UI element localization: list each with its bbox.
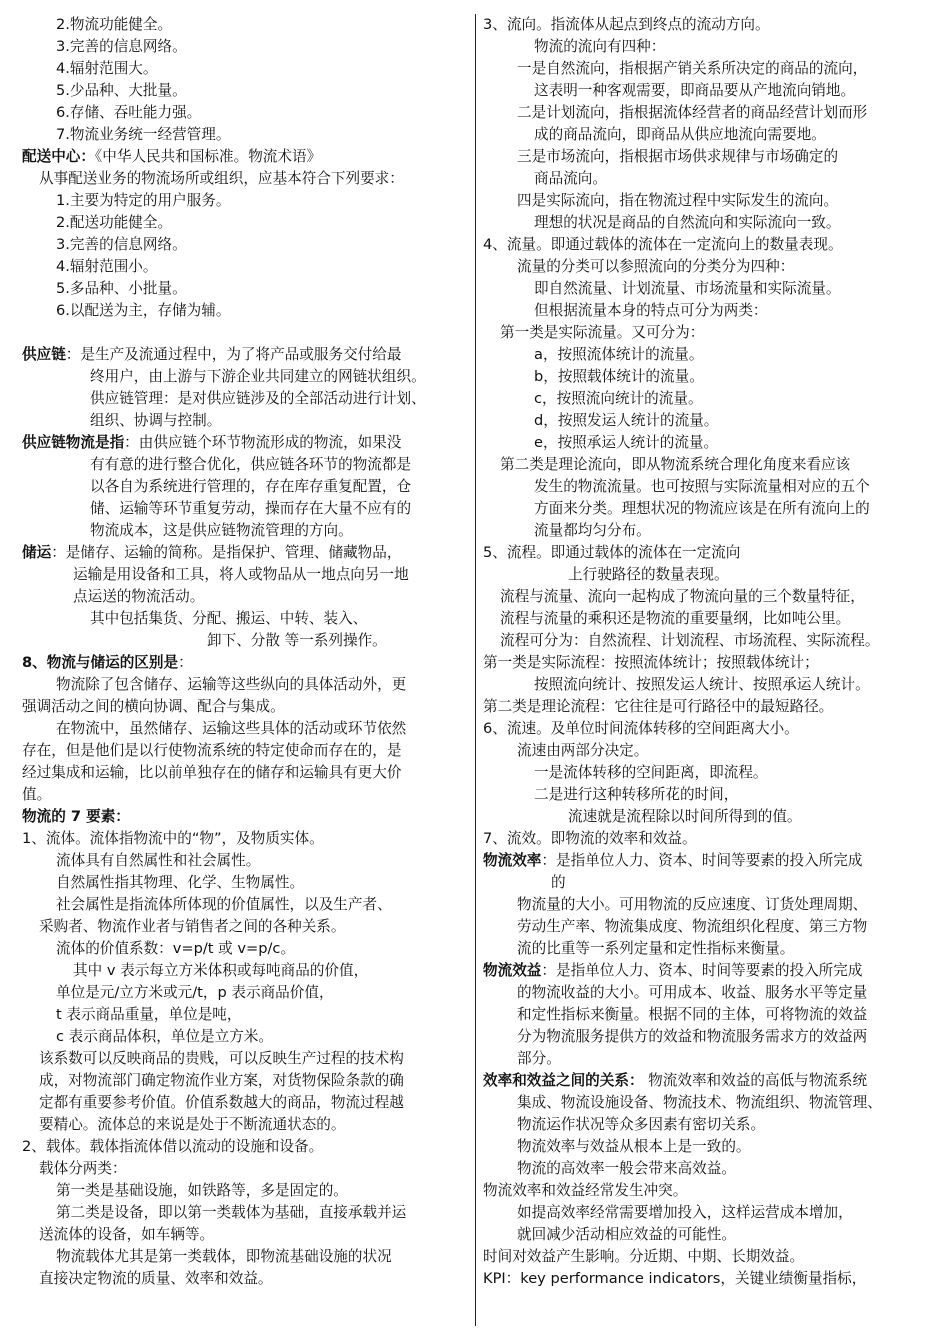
text-line bbox=[483, 146, 935, 168]
text-line bbox=[22, 36, 470, 58]
text-line bbox=[22, 1180, 470, 1202]
line-text: e，按照承运人统计的流量。 bbox=[534, 434, 719, 451]
text-line bbox=[22, 1158, 470, 1180]
line-text: d，按照发运人统计的流量。 bbox=[534, 412, 719, 429]
text-line bbox=[483, 674, 935, 696]
line-text: a，按照流体统计的流量。 bbox=[534, 346, 704, 363]
line-text: 就回减少活动相应效益的可能性。 bbox=[517, 1226, 736, 1243]
line-text: 的物流收益的大小。可用成本、收益、服务水平等定量 bbox=[517, 984, 868, 1001]
text-line bbox=[22, 190, 470, 212]
text-line bbox=[483, 696, 935, 718]
line-text: 4.辐射范围大。 bbox=[56, 60, 158, 77]
text-line bbox=[22, 58, 470, 80]
text-line bbox=[483, 432, 935, 454]
line-text: 2、载体。载体指流体借以流动的设施和设备。 bbox=[22, 1138, 324, 1155]
text-line bbox=[22, 256, 470, 278]
text-line bbox=[22, 1026, 470, 1048]
line-text: 物流载体尤其是第一类载体，即物流基础设施的状况 bbox=[56, 1248, 392, 1265]
line-text: 四是实际流向，指在物流过程中实际发生的流向。 bbox=[517, 192, 839, 209]
line-text: 3.完善的信息网络。 bbox=[56, 38, 187, 55]
text-line bbox=[22, 872, 470, 894]
line-text: 2.配送功能健全。 bbox=[56, 214, 173, 231]
line-text: 物流运作状况等众多因素有密切关系。 bbox=[517, 1116, 766, 1133]
line-text: 按照流向统计、按照发运人统计、按照承运人统计。 bbox=[534, 676, 870, 693]
text-line bbox=[483, 586, 935, 608]
term-heading: 配送中心： bbox=[22, 148, 95, 165]
line-text: 一是自然流向，指根据产销关系所决定的商品的流向， bbox=[517, 60, 868, 77]
text-line bbox=[22, 14, 470, 36]
line-text: 要精心。流体总的来说是处于不断流通状态的。 bbox=[39, 1116, 346, 1133]
line-text: 第一类是基础设施，如铁路等，多是固定的。 bbox=[56, 1182, 348, 1199]
line-text: 物流除了包含储存、运输等这些纵向的具体活动外，更 bbox=[56, 676, 407, 693]
line-text: 成，对物流部门确定物流作业方案，对货物保险条款的确 bbox=[39, 1072, 404, 1089]
line-text: 流速由两部分决定。 bbox=[517, 742, 649, 759]
text-line bbox=[483, 102, 935, 124]
text-line bbox=[22, 1268, 470, 1290]
line-text: 6.存储、吞吐能力强。 bbox=[56, 104, 202, 121]
text-line bbox=[22, 278, 470, 300]
term-definition: 物流效率和效益的高低与物流系统 bbox=[643, 1072, 868, 1089]
line-text: 如提高效率经常需要增加投入，这样运营成本增加， bbox=[517, 1204, 853, 1221]
line-text: 部分。 bbox=[517, 1050, 561, 1067]
text-line bbox=[483, 190, 935, 212]
text-line bbox=[483, 168, 935, 190]
term-heading: 物流的 7 要素： bbox=[22, 808, 130, 825]
line-text: 流程与流量、流向一起构成了物流向量的三个数量特征， bbox=[500, 588, 865, 605]
line-text: 卸下、分散 等一系列操作。 bbox=[207, 632, 387, 649]
line-text: 1、流体。流体指物流中的“物”，及物质实体。 bbox=[22, 830, 324, 847]
term-definition: ： bbox=[178, 654, 193, 671]
text-line bbox=[483, 1114, 935, 1136]
text-line bbox=[22, 1092, 470, 1114]
text-line bbox=[483, 894, 935, 916]
text-line bbox=[22, 1004, 470, 1026]
line-text: 从事配送业务的物流场所或组织，应基本符合下列要求： bbox=[39, 170, 404, 187]
line-text: 值。 bbox=[22, 786, 52, 803]
line-text: 第一类是实际流程：按照流体统计；按照载体统计； bbox=[483, 654, 819, 671]
text-line bbox=[483, 564, 935, 586]
text-line bbox=[483, 960, 935, 982]
line-text: 第二类是理论流程：它往往是可行路径中的最短路径。 bbox=[483, 698, 834, 715]
line-text: 流体的价值系数：v=p/t 或 v=p/c。 bbox=[56, 940, 296, 957]
text-line bbox=[22, 916, 470, 938]
text-line bbox=[483, 982, 935, 1004]
text-line bbox=[22, 696, 470, 718]
line-text: 即自然流量、计划流量、市场流量和实际流量。 bbox=[534, 280, 841, 297]
term-heading: 8、物流与储运的区别是 bbox=[22, 654, 179, 671]
line-text: 流体具有自然属性和社会属性。 bbox=[56, 852, 261, 869]
text-line bbox=[483, 80, 935, 102]
line-text: 点运送的物流活动。 bbox=[73, 588, 205, 605]
line-text: 流量的分类可以参照流向的分类分为四种： bbox=[517, 258, 795, 275]
line-text: 物流的高效率一般会带来高效益。 bbox=[517, 1160, 736, 1177]
text-line bbox=[483, 212, 935, 234]
text-line bbox=[483, 1180, 935, 1202]
text-line bbox=[22, 960, 470, 982]
line-text: 采购者、物流作业者与销售者之间的各种关系。 bbox=[39, 918, 346, 935]
line-text: 有有意的进行整合优化，供应链各环节的物流都是 bbox=[90, 456, 412, 473]
text-line bbox=[22, 762, 470, 784]
text-line bbox=[483, 1224, 935, 1246]
term-heading: 储运 bbox=[22, 544, 52, 561]
text-line bbox=[483, 938, 935, 960]
line-text: 商品流向。 bbox=[534, 170, 607, 187]
text-line bbox=[483, 234, 935, 256]
line-text: 二是计划流向，指根据流体经营者的商品经营计划而形 bbox=[517, 104, 868, 121]
term-definition: ：是指单位人力、资本、时间等要素的投入所完成 bbox=[541, 962, 863, 979]
line-text: 3.完善的信息网络。 bbox=[56, 236, 187, 253]
text-line bbox=[22, 652, 470, 674]
line-text: 发生的物流流量。也可按照与实际流量相对应的五个 bbox=[534, 478, 870, 495]
line-text: 流速就是流程除以时间所得到的值。 bbox=[568, 808, 802, 825]
text-line bbox=[22, 322, 470, 344]
line-text: 7、流效。即物流的效率和效益。 bbox=[483, 830, 697, 847]
line-text: 4.辐射范围小。 bbox=[56, 258, 158, 275]
text-line bbox=[483, 366, 935, 388]
line-text: 1.主要为特定的用户服务。 bbox=[56, 192, 231, 209]
line-text: 物流效率与效益从根本上是一致的。 bbox=[517, 1138, 751, 1155]
text-line bbox=[22, 388, 470, 410]
text-line bbox=[483, 1246, 935, 1268]
term-definition: ：是储存、运输的简称。是指保护、管理、储藏物品， bbox=[51, 544, 402, 561]
left-column bbox=[22, 14, 470, 1290]
text-line bbox=[483, 850, 935, 872]
text-line bbox=[483, 322, 935, 344]
text-line bbox=[22, 806, 470, 828]
line-text: 物流量的大小。可用物流的反应速度、订货处理周期、 bbox=[517, 896, 868, 913]
text-line bbox=[483, 1136, 935, 1158]
text-line bbox=[22, 982, 470, 1004]
line-text: 的 bbox=[551, 874, 566, 891]
line-text: 直接决定物流的质量、效率和效益。 bbox=[39, 1270, 273, 1287]
text-line bbox=[22, 784, 470, 806]
term-heading: 物流效率 bbox=[483, 852, 542, 869]
text-line bbox=[22, 520, 470, 542]
term-definition: ：是指单位人力、资本、时间等要素的投入所完成 bbox=[541, 852, 863, 869]
line-text: 定都有重要参考价值。价值系数越大的商品，物流过程越 bbox=[39, 1094, 404, 1111]
text-line bbox=[483, 1026, 935, 1048]
term-definition: 《中华人民共和国标准。物流术语》 bbox=[94, 148, 322, 165]
line-text: 载体分两类： bbox=[39, 1160, 127, 1177]
text-line bbox=[483, 828, 935, 850]
line-text: KPI：key performance indicators，关键业绩衡量指标， bbox=[483, 1270, 867, 1287]
text-line bbox=[483, 124, 935, 146]
line-text: 但根据流量本身的特点可分为两类： bbox=[534, 302, 768, 319]
line-text: 流程与流量的乘积还是物流的重要量纲，比如吨公里。 bbox=[500, 610, 851, 627]
line-text: 送流体的设备，如车辆等。 bbox=[39, 1226, 215, 1243]
line-text: 流量都均匀分布。 bbox=[534, 522, 651, 539]
text-line bbox=[22, 432, 470, 454]
line-text: 以各自为系统进行管理的，存在库存重复配置，仓 bbox=[90, 478, 412, 495]
line-text: 第一类是实际流量。又可分为： bbox=[500, 324, 705, 341]
line-text: 经过集成和运输，比以前单独存在的储存和运输具有更大价 bbox=[22, 764, 402, 781]
text-line bbox=[483, 410, 935, 432]
line-text: 该系数可以反映商品的贵贱，可以反映生产过程的技术构 bbox=[39, 1050, 404, 1067]
text-line bbox=[483, 300, 935, 322]
term-heading: 物流效益 bbox=[483, 962, 542, 979]
line-text: 运输是用设备和工具，将人或物品从一地点向另一地 bbox=[73, 566, 409, 583]
line-text: 终用户，由上游与下游企业共同建立的网链状组织。 bbox=[90, 368, 426, 385]
text-line bbox=[22, 454, 470, 476]
line-text: 组织、协调与控制。 bbox=[90, 412, 222, 429]
text-line bbox=[483, 1202, 935, 1224]
text-line bbox=[22, 366, 470, 388]
text-line bbox=[22, 674, 470, 696]
text-line bbox=[22, 938, 470, 960]
text-line bbox=[483, 542, 935, 564]
text-line bbox=[483, 454, 935, 476]
line-text: 5.少品种、大批量。 bbox=[56, 82, 187, 99]
line-text: 其中 v 表示每立方米体积或每吨商品的价值， bbox=[73, 962, 369, 979]
text-line bbox=[483, 1158, 935, 1180]
text-line bbox=[483, 278, 935, 300]
line-text: 5、流程。即通过载体的流体在一定流向 bbox=[483, 544, 741, 561]
text-line bbox=[22, 542, 470, 564]
text-line bbox=[22, 850, 470, 872]
term-definition: ：由供应链个环节物流形成的物流，如果没 bbox=[124, 434, 402, 451]
text-line bbox=[22, 344, 470, 366]
line-text: 5.多品种、小批量。 bbox=[56, 280, 187, 297]
line-text: 三是市场流向，指根据市场供求规律与市场确定的 bbox=[517, 148, 839, 165]
line-text: 第二类是设备，即以第一类载体为基础，直接承载并运 bbox=[56, 1204, 407, 1221]
line-text: 强调活动之间的横向协调、配合与集成。 bbox=[22, 698, 285, 715]
text-line bbox=[22, 894, 470, 916]
line-text: 二是进行这种转移所花的时间， bbox=[534, 786, 739, 803]
text-line bbox=[22, 564, 470, 586]
text-line bbox=[22, 102, 470, 124]
text-line bbox=[483, 718, 935, 740]
text-line bbox=[22, 828, 470, 850]
text-line bbox=[483, 872, 935, 894]
line-text: 物流效率和效益经常发生冲突。 bbox=[483, 1182, 688, 1199]
text-line bbox=[483, 1004, 935, 1026]
text-line bbox=[22, 212, 470, 234]
line-text: 和定性指标来衡量。根据不同的主体，可将物流的效益 bbox=[517, 1006, 868, 1023]
term-definition: ：是生产及流通过程中，为了将产品或服务交付给最 bbox=[65, 346, 402, 363]
line-text: 流程可分为：自然流程、计划流程、市场流程、实际流程。 bbox=[500, 632, 880, 649]
line-text: 方面来分类。理想状况的物流应该是在所有流向上的 bbox=[534, 500, 870, 517]
column-divider bbox=[475, 14, 476, 1326]
text-line bbox=[483, 1268, 935, 1290]
line-text: 自然属性指其物理、化学、生物属性。 bbox=[56, 874, 305, 891]
text-line bbox=[22, 80, 470, 102]
line-text: 集成、物流设施设备、物流技术、物流组织、物流管理、 bbox=[517, 1094, 882, 1111]
text-line bbox=[483, 1092, 935, 1114]
text-line bbox=[483, 476, 935, 498]
line-text: 劳动生产率、物流集成度、物流组织化程度、第三方物 bbox=[517, 918, 868, 935]
line-text: 在物流中，虽然储存、运输这些具体的活动或环节依然 bbox=[56, 720, 407, 737]
line-text: 物流成本，这是供应链物流管理的方向。 bbox=[90, 522, 353, 539]
text-line bbox=[22, 1224, 470, 1246]
text-line bbox=[22, 740, 470, 762]
line-text: b，按照载体统计的流量。 bbox=[534, 368, 704, 385]
line-text: c，按照流向统计的流量。 bbox=[534, 390, 703, 407]
line-text: 储、运输等环节重复劳动，操而存在大量不应有的 bbox=[90, 500, 412, 517]
text-line bbox=[22, 1048, 470, 1070]
text-line bbox=[483, 498, 935, 520]
text-line bbox=[483, 740, 935, 762]
text-line bbox=[483, 58, 935, 80]
term-heading: 供应链物流是指 bbox=[22, 434, 125, 451]
text-line bbox=[483, 256, 935, 278]
text-line bbox=[22, 300, 470, 322]
line-text: 这表明一种客观需要，即商品要从产地流向销地。 bbox=[534, 82, 856, 99]
text-line bbox=[22, 410, 470, 432]
line-text: 分为物流服务提供方的效益和物流服务需求方的效益两 bbox=[517, 1028, 868, 1045]
line-text: 7.物流业务统一经营管理。 bbox=[56, 126, 231, 143]
line-text: 2.物流功能健全。 bbox=[56, 16, 173, 33]
text-line bbox=[22, 234, 470, 256]
text-line bbox=[483, 1048, 935, 1070]
line-text: 3、流向。指流体从起点到终点的流动方向。 bbox=[483, 16, 770, 33]
text-line bbox=[483, 916, 935, 938]
text-line bbox=[22, 1246, 470, 1268]
text-line bbox=[22, 146, 470, 168]
text-line bbox=[483, 630, 935, 652]
text-line bbox=[483, 806, 935, 828]
text-line bbox=[483, 388, 935, 410]
line-text: 理想的状况是商品的自然流向和实际流向一致。 bbox=[534, 214, 841, 231]
text-line bbox=[22, 586, 470, 608]
text-line bbox=[22, 1070, 470, 1092]
text-line bbox=[483, 762, 935, 784]
text-line bbox=[22, 1202, 470, 1224]
line-text: t 表示商品重量，单位是吨， bbox=[56, 1006, 242, 1023]
line-text: 流的比重等一系列定量和定性指标来衡量。 bbox=[517, 940, 795, 957]
text-line bbox=[22, 168, 470, 190]
line-text: 供应链管理：是对供应链涉及的全部活动进行计划、 bbox=[90, 390, 426, 407]
line-text: 单位是元/立方米或元/t，p 表示商品价值， bbox=[56, 984, 334, 1001]
text-line bbox=[483, 652, 935, 674]
text-line bbox=[483, 14, 935, 36]
text-line bbox=[22, 1114, 470, 1136]
line-text: 一是流体转移的空间距离，即流程。 bbox=[534, 764, 768, 781]
line-text: 成的商品流向，即商品从供应地流向需要地。 bbox=[534, 126, 826, 143]
line-text: c 表示商品体积，单位是立方米。 bbox=[56, 1028, 273, 1045]
line-text: 存在，但是他们是以行使物流系统的特定使命而存在的，是 bbox=[22, 742, 402, 759]
line-text: 上行驶路径的数量表现。 bbox=[568, 566, 729, 583]
text-line bbox=[483, 784, 935, 806]
term-heading: 效率和效益之间的关系： bbox=[483, 1072, 644, 1089]
line-text: 第二类是理论流向，即从物流系统合理化角度来看应该 bbox=[500, 456, 851, 473]
text-line bbox=[22, 124, 470, 146]
line-text: 6.以配送为主，存储为辅。 bbox=[56, 302, 231, 319]
line-text: 时间对效益产生影响。分近期、中期、长期效益。 bbox=[483, 1248, 805, 1265]
right-column bbox=[483, 14, 935, 1290]
text-line bbox=[22, 630, 470, 652]
text-line bbox=[483, 1070, 935, 1092]
text-line bbox=[22, 476, 470, 498]
text-line bbox=[483, 608, 935, 630]
text-line bbox=[22, 608, 470, 630]
text-line bbox=[22, 718, 470, 740]
line-text: 物流的流向有四种： bbox=[534, 38, 666, 55]
line-text: 社会属性是指流体所体现的价值属性，以及生产者、 bbox=[56, 896, 392, 913]
text-line bbox=[22, 498, 470, 520]
line-text: 其中包括集货、分配、搬运、中转、装入、 bbox=[90, 610, 368, 627]
text-line bbox=[483, 344, 935, 366]
line-text: 6、流速。及单位时间流体转移的空间距离大小。 bbox=[483, 720, 799, 737]
line-text: 4、流量。即通过载体的流体在一定流向上的数量表现。 bbox=[483, 236, 843, 253]
term-heading: 供应链 bbox=[22, 346, 66, 363]
text-line bbox=[483, 520, 935, 542]
text-line bbox=[22, 1136, 470, 1158]
text-line bbox=[483, 36, 935, 58]
